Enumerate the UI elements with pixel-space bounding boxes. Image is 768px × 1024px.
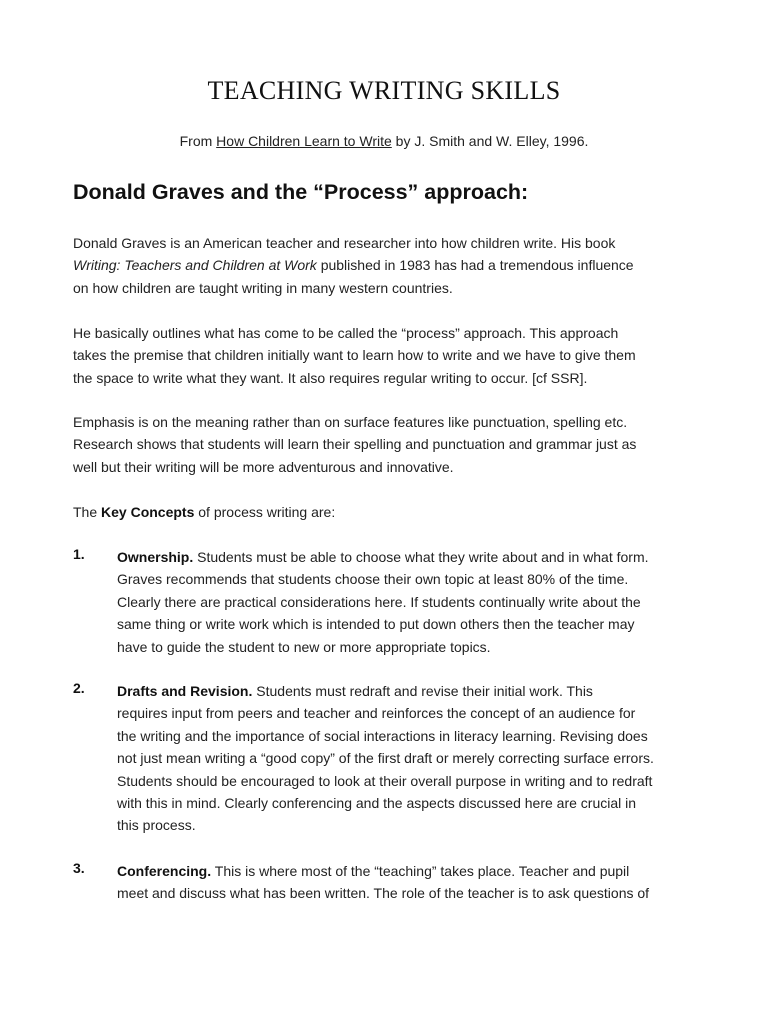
source-prefix: From: [179, 133, 217, 149]
emphasis-paragraph: [73, 411, 703, 478]
list-item-line: have to guide the student to new or more appropriate topics.: [117, 638, 491, 655]
source-book-title: How Children Learn to Write: [216, 133, 392, 149]
section-heading: Donald Graves and the “Process” approach:: [73, 180, 529, 204]
list-item-first-line: [117, 860, 717, 882]
intro-line-2: [73, 254, 703, 276]
list-item-line: the writing and the importance of social interactions in literacy learning. Revising does: [117, 727, 648, 744]
list-item-line: Graves recommends that students choose their own topic at least 80% of the time.: [117, 571, 629, 588]
intro-line-3: on how children are taught writing in many western countries.: [73, 279, 453, 296]
list-item-line: meet and discuss what has been written. The role of the teacher is to ask questions of: [117, 885, 650, 902]
list-item-number: 2.: [73, 680, 85, 696]
book-title-italic: Writing: Teachers and Children at Work: [73, 257, 317, 274]
list-item-line: Clearly there are practical considerations here. If students continually write about the: [117, 593, 641, 610]
paragraph-line: takes the premise that children initially want to learn how to write and we have to give them: [73, 347, 636, 364]
process-paragraph: [73, 322, 703, 389]
paragraph-line: Emphasis is on the meaning rather than on surface features like punctuation, spelling etc.: [73, 414, 628, 430]
key-concepts-line: [73, 501, 703, 523]
list-item-ownership: [117, 546, 717, 658]
list-item-first-line: [117, 546, 717, 568]
source-suffix: by J. Smith and W. Elley, 1996.: [391, 133, 589, 149]
list-item-conferencing: [117, 860, 717, 905]
list-item-term: Conferencing.: [117, 863, 212, 879]
key-concepts-suffix: of process writing are:: [194, 504, 336, 520]
key-concepts-prefix: The: [73, 504, 102, 520]
document-title: TEACHING WRITING SKILLS: [207, 76, 561, 105]
key-concepts-bold: Key Concepts: [101, 504, 195, 520]
list-item-line: Students should be encouraged to look at their overall purpose in writing and to redraft: [117, 772, 653, 789]
list-item-term: Ownership.: [117, 549, 194, 565]
key-concepts-intro: [73, 501, 703, 523]
list-item-line: not just mean writing a “good copy” of the first draft or merely correcting surface errors.: [117, 750, 654, 767]
paragraph-line: the space to write what they want. It also requires regular writing to occur. [cf SSR].: [73, 369, 588, 386]
list-item-first-line-rest: This is where most of the “teaching” takes place. Teacher and pupil: [211, 863, 630, 879]
list-item-drafts-revision: [117, 680, 717, 837]
paragraph-line: He basically outlines what has come to be called the “process” approach. This approach: [73, 325, 619, 341]
list-item-line: with this in mind. Clearly conferencing and the aspects discussed here are crucial in: [117, 795, 637, 812]
list-item-number: 3.: [73, 860, 85, 876]
list-item-first-line-rest: Students must redraft and revise their initial work. This: [252, 683, 593, 699]
list-item-line: requires input from peers and teacher and reinforces the concept of an audience for: [117, 705, 636, 722]
paragraph-line: well but their writing will be more adventurous and innovative.: [73, 458, 454, 475]
list-item-line: this process.: [117, 817, 196, 834]
paragraph-line: Research shows that students will learn their spelling and punctuation and grammar just as: [73, 436, 637, 453]
intro-line-2-rest: published in 1983 has had a tremendous influence: [316, 257, 634, 274]
intro-line-1: Donald Graves is an American teacher and researcher into how children write. His book: [73, 235, 616, 251]
intro-paragraph: [73, 232, 703, 299]
list-item-number: 1.: [73, 546, 85, 562]
list-item-term: Drafts and Revision.: [117, 683, 253, 699]
list-item-first-line-rest: Students must be able to choose what they write about and in what form.: [193, 549, 649, 565]
source-citation: [0, 133, 768, 149]
list-item-line: same thing or write work which is intended to put down others then the teacher may: [117, 616, 635, 633]
list-item-first-line: [117, 680, 717, 702]
